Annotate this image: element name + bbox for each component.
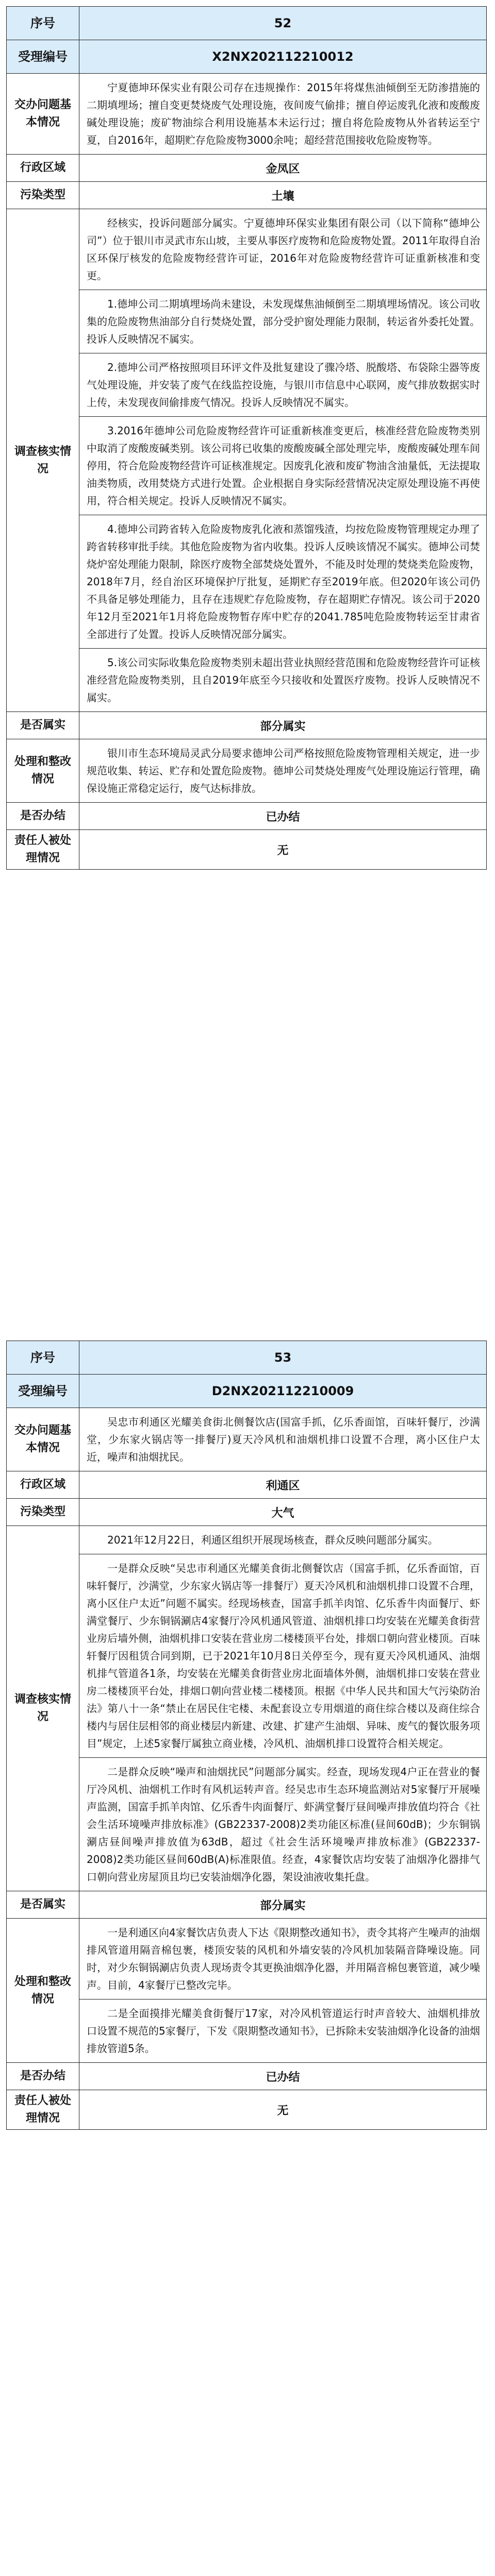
pollution-value: 土壤: [79, 182, 487, 209]
row-id: [7, 40, 487, 74]
verify-paragraph: 4.德坤公司跨省转入危险废物废乳化液和蒸馏残渣，均按危险废物管理规定办理了跨省转移审批手续。其他危险废物为省内收集。投诉人反映该情况不属实。德坤公司焚烧炉窑处理能力限制，除医疗废物全部焚烧处置外，不能及时处理的焚烧类危险废物，2018年7月，经自治区环境保护厅批复，延期贮存至2019年底。但2020年该公司仍不具备足够处理能力，且存在违规贮存危险废物，存在超期贮存情况。该公司于2020年12月至2021年1月将危险废物暂存库中贮存的2041.785吨危险废物转运至甘肃省全部进行了处置。投诉人反映情况部分属实。: [79, 515, 486, 649]
row-verify: [7, 209, 487, 712]
row-pollution: [7, 182, 487, 209]
closed-label: 是否办结: [7, 803, 79, 830]
verify-label: 调查核实情况: [7, 1526, 79, 1891]
district-value: 利通区: [79, 1471, 487, 1499]
verify-paragraph: 2.德坤公司严格按照项目环评文件及批复建设了骤冷塔、脱酸塔、布袋除尘器等废气处理设施，并安装了废气在线监控设施，与银川市信息中心联网，废气排放数据实时上传，未发现夜间偷排废气情况。投诉人反映情况不属实。: [79, 353, 486, 417]
verify-paragraph: 一是群众反映“吴忠市利通区光耀美食街北侧餐饮店（国富手抓，亿乐香面馆，百味轩餐厅，沙满堂，少东家火锅店等一排餐厅）夏天冷风机和油烟机排口设置不合理，离小区住户太近”问题不属实。经现场核查，国富手抓羊肉馆、亿乐香牛肉面餐厅、虾满堂餐厅、少东铜锅涮店4家餐厅冷风机通风管道、油烟机排口均安装在光耀美食街营业房后墙外侧，油烟机排口安装在营业房二楼楼顶平台处，排烟口朝向营业楼顶。百味轩餐厅因租赁合同到期，已于2021年10月8日关停至今，现有夏天冷风机通风、油烟机排气管道各1条，均安装在光耀美食街营业房北面墙体外侧，油烟机排口安装在营业房二楼楼顶平台处，排烟口朝向营业楼二楼楼顶。根据《中华人民共和国大气污染防治法》第八十一条“禁止在居民住宅楼、未配套设立专用烟道的商住综合楼以及商住综合楼内与居住层相邻的商业楼层内新建、改建、扩建产生油烟、异味、废气的餐饮服务项目”规定，上述5家餐厅属独立商业楼，冷风机、油烟机排口设置符合相关规定。: [79, 1554, 486, 1758]
row-handling: [7, 1919, 487, 2063]
record-53: [6, 1341, 487, 2130]
is-true-label: 是否属实: [7, 1891, 79, 1919]
row-seq: [7, 1341, 487, 1375]
row-closed: [7, 2063, 487, 2090]
handling-text: 银川市生态环境局灵武分局要求德坤公司严格按照危险废物管理相关规定，进一步规范收集、转运、贮存和处置危险废物。德坤公司焚烧处理废气处理设施运行管理，确保设施正常稳定运行，废气达标排放。: [87, 747, 480, 794]
id-label: 受理编号: [7, 1375, 79, 1408]
id-value: D2NX202112210009: [79, 1375, 487, 1408]
content-label: 交办问题基本情况: [7, 74, 79, 155]
row-seq: [7, 7, 487, 40]
id-value: X2NX202112210012: [79, 40, 487, 74]
row-district: [7, 1471, 487, 1499]
record-52: [6, 6, 487, 870]
row-accountable: [7, 2090, 487, 2130]
row-content: [7, 74, 487, 155]
content-text: 宁夏德坤环保实业有限公司存在违规操作：2015年将煤焦油倾倒至无防渗措施的二期填埋场；擅自变更焚烧废气处理设施，夜间废气偷排；擅自停运废乳化液和废酸废碱处理设施；废矿物油综合利用设施基本未运行过；擅自将危险废物从外省转运至宁夏，自2016年，超期贮存危险废物3000余吨；超经营范围接收危险废物等。: [87, 81, 480, 146]
content-label: 交办问题基本情况: [7, 1408, 79, 1471]
handling-label: 处理和整改情况: [7, 739, 79, 803]
handling-paragraph: 二是全面摸排光耀美食街餐厅17家，对冷风机管道运行时声音较大、油烟机排放口设置不规范的5家餐厅，下发《限期整改通知书》，已拆除未安装油烟净化设备的油烟排放管道5条。: [87, 2007, 480, 2055]
is-true-value: 部分属实: [79, 712, 487, 739]
handling-paragraph: 一是利通区向4家餐饮店负责人下达《限期整改通知书》，责令其将产生噪声的油烟排风管道用隔音棉包裹，楼顶安装的风机和外墙安装的冷风机加装隔音降噪设施。同时，对少东铜锅涮店负责人现场责令其更换油烟净化器，并用隔音棉包裹管道，减少噪声。目前，4家餐厅已整改完毕。: [79, 1919, 486, 1999]
row-accountable: [7, 830, 487, 870]
record-table: [6, 6, 487, 870]
seq-label: 序号: [7, 7, 79, 40]
row-is-true: [7, 712, 487, 739]
seq-value: 53: [79, 1341, 487, 1375]
district-value: 金凤区: [79, 155, 487, 182]
accountable-value: 无: [79, 2090, 487, 2130]
row-is-true: [7, 1891, 487, 1919]
closed-label: 是否办结: [7, 2063, 79, 2090]
verify-paragraph: 3.2016年德坤公司危险废物经营许可证重新核准变更后，核准经营危险废物类别中取消了废酸废碱类别。该公司将已收集的废酸废碱全部处理完毕，废酸废碱处理车间停用，符合危险废物经营许可证核准规定。因废乳化液和废矿物油含油量低，无法提取油类物质，改用焚烧方式进行处置。企业根据自身实际经营情况决定原处理设施不再使用，符合相关规定。投诉人反映情况不属实。: [79, 417, 486, 515]
record-table: [6, 1341, 487, 2130]
verify-label: 调查核实情况: [7, 209, 79, 712]
row-id: [7, 1375, 487, 1408]
pollution-label: 污染类型: [7, 182, 79, 209]
is-true-value: 部分属实: [79, 1891, 487, 1919]
accountable-label: 责任人被处理情况: [7, 2090, 79, 2130]
closed-value: 已办结: [79, 803, 487, 830]
district-label: 行政区域: [7, 1471, 79, 1499]
pollution-label: 污染类型: [7, 1499, 79, 1526]
handling-label: 处理和整改情况: [7, 1919, 79, 2063]
row-handling: [7, 739, 487, 803]
verify-paragraph: 经核实，投诉问题部分属实。宁夏德坤环保实业集团有限公司（以下简称“德坤公司”）位于银川市灵武市东山坡，主要从事医疗废物和危险废物处置。2011年取得自治区环保厅核发的危险废物经营许可证，2016年对危险废物经营许可证重新核准和变更。: [79, 209, 486, 290]
row-pollution: [7, 1499, 487, 1526]
is-true-label: 是否属实: [7, 712, 79, 739]
content-text: 吴忠市利通区光耀美食街北侧餐饮店(国富手抓，亿乐香面馆，百味轩餐厅，沙满堂，少东家火锅店等一排餐厅)夏天冷风机和油烟机排口设置不合理，离小区住户太近，噪声和油烟扰民。: [87, 1416, 480, 1463]
verify-paragraph: 1.德坤公司二期填埋场尚未建设，未发现煤焦油倾倒至二期填埋场情况。该公司收集的危险废物焦油部分自行焚烧处置，部分受护窗处理能力限制，转运省外委托处置。投诉人反映情况不属实。: [79, 290, 486, 353]
pollution-value: 大气: [79, 1499, 487, 1526]
row-district: [7, 155, 487, 182]
accountable-value: 无: [79, 830, 487, 870]
row-verify: [7, 1526, 487, 1891]
accountable-label: 责任人被处理情况: [7, 830, 79, 870]
id-label: 受理编号: [7, 40, 79, 74]
seq-value: 52: [79, 7, 487, 40]
row-content: [7, 1408, 487, 1471]
verify-paragraph: 2021年12月22日，利通区组织开展现场核查，群众反映问题部分属实。: [79, 1526, 486, 1554]
verify-paragraph: 二是群众反映“噪声和油烟扰民”问题部分属实。经查，现场发现4户正在营业的餐厅冷风机、油烟机工作时有风机运转声音。经吴忠市生态环境监测站对5家餐厅开展噪声监测，国富手抓羊肉馆、亿乐香牛肉面餐厅、虾满堂餐厅昼间噪声排放值均符合《社会生活环境噪声排放标准》(GB22337-2008)2类功能区标准(昼间60dB)；少东铜锅涮店昼间噪声排放值为63dB，超过《社会生活环境噪声排放标准》(GB22337-2008)2类功能区昼间60dB(A)标准限值。经查，4家餐饮店均安装了油烟净化器排气口朝向营业房屋顶且均已安装油烟净化器，架设油液收集托盘。: [87, 1766, 480, 1883]
row-closed: [7, 803, 487, 830]
seq-label: 序号: [7, 1341, 79, 1375]
district-label: 行政区域: [7, 155, 79, 182]
closed-value: 已办结: [79, 2063, 487, 2090]
verify-paragraph: 5.该公司实际收集危险废物类别未超出营业执照经营范围和危险废物经营许可证核准经营危险废物类别，且自2019年底至今只接收和处置医疗废物。投诉人反映情况不属实。: [87, 656, 480, 704]
